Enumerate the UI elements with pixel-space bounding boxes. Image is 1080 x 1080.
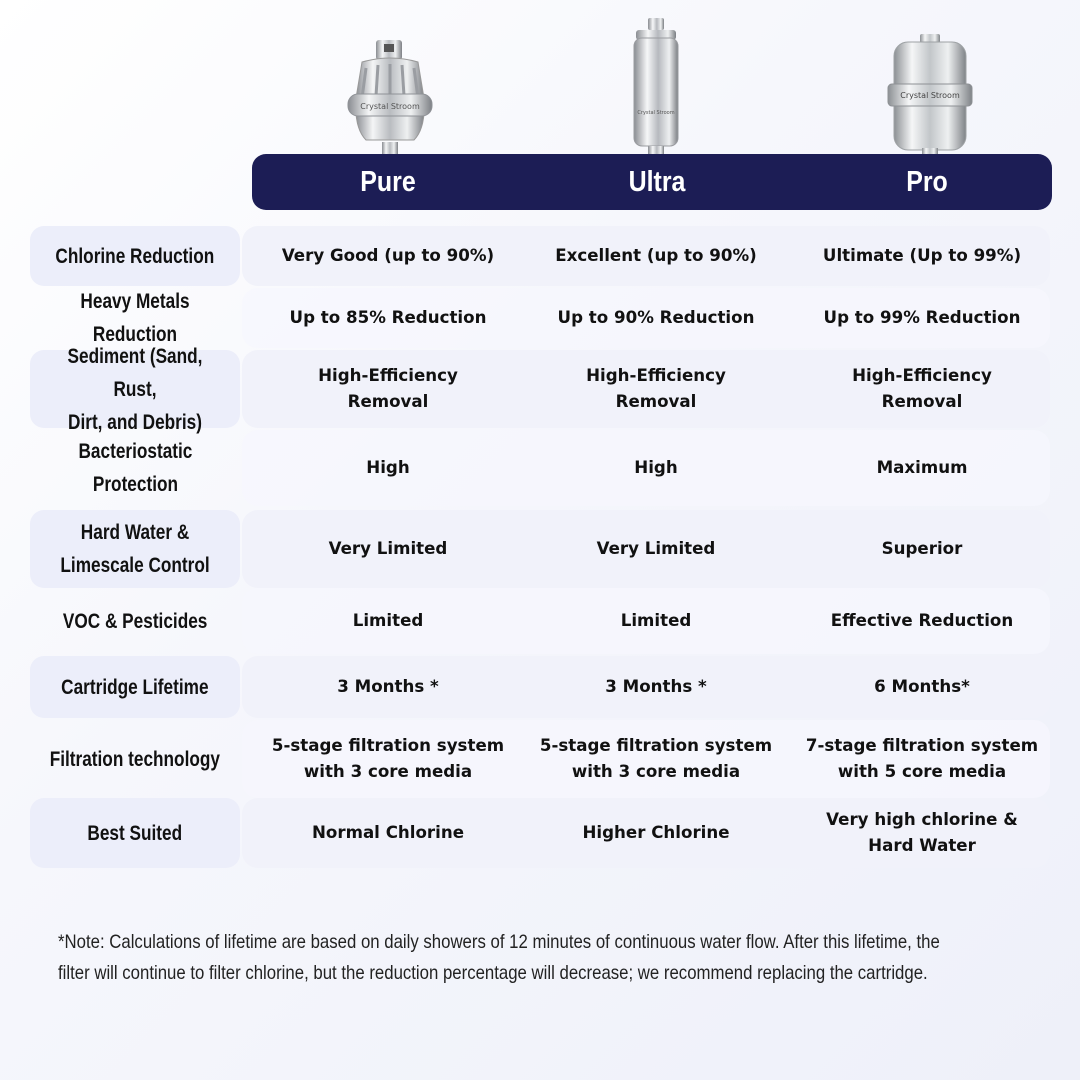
footnote bbox=[58, 927, 1038, 989]
cell-value: High-Efficiency Removal bbox=[852, 366, 992, 412]
cell-value: 3 Months * bbox=[337, 677, 439, 697]
row-label-box bbox=[30, 510, 240, 588]
product-title-pro: Pro bbox=[906, 166, 948, 198]
table-cell bbox=[529, 798, 784, 868]
cell-value: Limited bbox=[620, 611, 692, 631]
cell-value: High-Efficiency Removal bbox=[586, 366, 726, 412]
product-title-ultra: Ultra bbox=[628, 166, 686, 198]
shower-filter-round-icon bbox=[340, 38, 440, 158]
table-cell bbox=[529, 288, 784, 348]
cell-value: Limited bbox=[352, 611, 424, 631]
cell-value: 3 Months * bbox=[605, 677, 707, 697]
row-label: VOC & Pesticides bbox=[62, 609, 208, 633]
cell-value: High-Efficiency Removal bbox=[318, 366, 458, 412]
footnote-line-2: filter will continue to filter chlorine, but the reduction percentage will decrease; we recommend replacing the cartridge. bbox=[58, 962, 928, 984]
table-cell bbox=[795, 588, 1050, 654]
cell-value: 5-stage filtration system with 3 core media bbox=[539, 736, 773, 782]
cell-value: Ultimate (Up to 99%) bbox=[822, 246, 1022, 266]
table-cell bbox=[261, 656, 516, 718]
svg-text:Crystal Stroom: Crystal Stroom bbox=[900, 91, 960, 100]
svg-text:Crystal Stroom: Crystal Stroom bbox=[360, 102, 420, 111]
table-cell bbox=[261, 226, 516, 286]
table-cell bbox=[529, 430, 784, 506]
row-label-box bbox=[30, 720, 240, 798]
cell-value: High bbox=[366, 458, 410, 478]
row-label-box bbox=[30, 798, 240, 868]
cell-value: Superior bbox=[881, 539, 963, 559]
table-cell bbox=[529, 350, 784, 428]
table-cell bbox=[529, 656, 784, 718]
row-label: Cartridge Lifetime bbox=[61, 675, 209, 699]
table-cell bbox=[261, 798, 516, 868]
product-header-bar bbox=[252, 154, 1052, 210]
table-cell bbox=[261, 510, 516, 588]
table-cell bbox=[795, 656, 1050, 718]
shower-filter-cylinder-icon bbox=[884, 34, 976, 162]
cell-value: Very Limited bbox=[328, 539, 448, 559]
cell-value: Very Good (up to 90%) bbox=[281, 246, 495, 266]
row-label-box bbox=[30, 226, 240, 286]
svg-text:Crystal Stroom: Crystal Stroom bbox=[637, 110, 675, 116]
row-label: Hard Water & Limescale Control bbox=[60, 521, 210, 577]
cell-value: 7-stage filtration system with 5 core media bbox=[805, 736, 1039, 782]
cell-value: Normal Chlorine bbox=[311, 823, 465, 843]
table-cell bbox=[529, 510, 784, 588]
cell-value: High bbox=[634, 458, 678, 478]
row-label: Bacteriostatic Protection bbox=[78, 440, 192, 496]
row-label-box bbox=[30, 344, 240, 434]
cell-value: Effective Reduction bbox=[830, 611, 1014, 631]
table-cell bbox=[795, 226, 1050, 286]
cell-value: Very Limited bbox=[596, 539, 716, 559]
table-cell bbox=[795, 430, 1050, 506]
product-title-pure: Pure bbox=[360, 166, 416, 198]
row-label: Filtration technology bbox=[49, 747, 221, 771]
table-cell bbox=[529, 588, 784, 654]
table-cell bbox=[261, 588, 516, 654]
table-cell bbox=[795, 720, 1050, 798]
table-cell bbox=[529, 226, 784, 286]
row-label: Heavy Metals Reduction bbox=[80, 290, 190, 346]
table-cell bbox=[261, 720, 516, 798]
cell-value: Maximum bbox=[876, 458, 968, 478]
row-label-box bbox=[30, 430, 240, 506]
cell-value: Very high chlorine & Hard Water bbox=[826, 810, 1018, 856]
cell-value: Excellent (up to 90%) bbox=[555, 246, 757, 266]
table-cell bbox=[261, 288, 516, 348]
table-cell bbox=[795, 510, 1050, 588]
shower-filter-slim-icon bbox=[628, 16, 684, 158]
cell-value: 6 Months* bbox=[874, 677, 970, 697]
footnote-line-1: *Note: Calculations of lifetime are based on daily showers of 12 minutes of continuous water flow. After this lifetime, the bbox=[58, 931, 940, 953]
cell-value: Up to 99% Reduction bbox=[823, 308, 1021, 328]
cell-value: Higher Chlorine bbox=[582, 823, 730, 843]
row-label-box bbox=[30, 588, 240, 654]
row-label-box bbox=[30, 656, 240, 718]
table-cell bbox=[261, 430, 516, 506]
table-cell bbox=[529, 720, 784, 798]
row-label: Best Suited bbox=[87, 821, 183, 845]
row-label: Chlorine Reduction bbox=[55, 244, 215, 268]
cell-value: Up to 90% Reduction bbox=[557, 308, 755, 328]
table-cell bbox=[261, 350, 516, 428]
table-cell bbox=[795, 798, 1050, 868]
table-cell bbox=[795, 288, 1050, 348]
cell-value: 5-stage filtration system with 3 core media bbox=[271, 736, 505, 782]
cell-value: Up to 85% Reduction bbox=[289, 308, 487, 328]
table-cell bbox=[795, 350, 1050, 428]
row-label: Sediment (Sand, Rust, Dirt, and Debris) bbox=[67, 344, 203, 434]
